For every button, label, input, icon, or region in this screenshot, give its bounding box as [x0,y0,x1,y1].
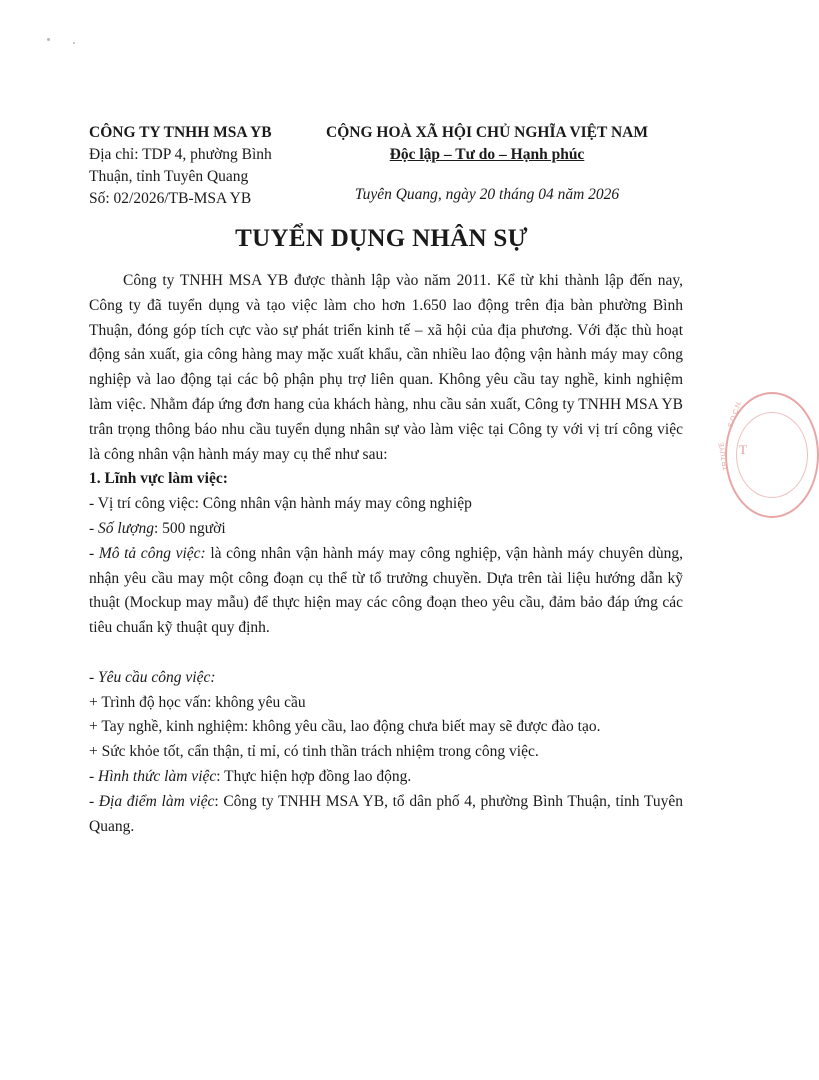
description-line [89,542,683,641]
header-right [300,122,674,206]
work-form-prefix: - [89,767,99,785]
quantity-text: : 500 người [153,519,226,537]
seal-stamp-letter: T [739,442,747,457]
spacer [89,641,683,666]
location-line [89,790,683,840]
nation-name: CỘNG HOÀ XÃ HỘI CHỦ NGHĨA VIỆT NAM [326,124,648,141]
address-line-1: Địa chỉ: TDP 4, phường Bình [89,146,272,163]
document-date: Tuyên Quang, ngày 20 tháng 04 năm 2026 [354,186,620,203]
address-line-2: Thuận, tỉnh Tuyên Quang [89,168,249,185]
position-text: Công nhân vận hành máy may công nghiệp [202,495,472,513]
requirements-label-text: - Yêu cầu công việc: [89,668,216,686]
description-prefix: - [89,544,99,562]
position-prefix: - Vị trí công việc: [89,495,203,513]
document-body [89,269,683,839]
seal-stamp-glyphs [718,392,763,514]
location-label: Địa điểm làm việc [98,792,215,810]
svg-text:TP.TUYE: TP.TUYE [718,441,730,471]
work-form-label: Hình thức làm việc [98,767,217,785]
motto: Độc lập – Tư do – Hạnh phúc [389,146,585,163]
scan-speck [47,38,50,41]
work-form-line [89,765,683,790]
requirements-label [89,666,683,691]
requirement-education: + Trình độ học vấn: không yêu cầu [89,693,306,711]
scan-speck [73,42,75,44]
description-text: là công nhân vận hành máy may công nghiệp, vận hành máy chuyên dùng, nhận yêu cầu may một công đoạn cụ thể từ tổ trưởng chuyền. Dựa trên tài liệu hướng dẫn kỹ thuật (Mockup may mẫu) để thực hiện may các công đoạn theo yêu cầu, đảm bảo đáp ứng các tiêu chuẩn kỹ thuật quy định. [89,544,683,637]
company-name: CÔNG TY TNHH MSA YB [89,124,272,141]
quantity-line [89,517,683,542]
quantity-prefix: - [89,519,99,537]
requirement-health: + Sức khỏe tốt, cẩn thận, tỉ mỉ, có tinh thần trách nhiệm trong công việc. [89,743,539,761]
document-number: Số: 02/2026/TB-MSA YB [89,190,252,207]
svg-text:S.O.C.N.: S.O.C.N. [727,399,744,429]
work-form-text: : Thực hiện hợp đồng lao động. [216,767,412,785]
requirement-experience: + Tay nghề, kinh nghiệm: không yêu cầu, lao động chưa biết may sẽ được đào tạo. [89,718,601,736]
position-line [89,492,683,517]
intro-paragraph: Công ty TNHH MSA YB được thành lập vào năm 2011. Kể từ khi thành lập đến nay, Công ty đã tuyển dụng và tạo việc làm cho hơn 1.650 lao động trên địa bàn phường Bình Thuận, đóng góp tích cực vào sự phát triển kinh tế – xã hội của địa phương. Với đặc thù hoạt động sản xuất, gia công hàng may mặc xuất khẩu, cần nhiều lao động vận hành máy may công nghiệp và lao động tại các bộ phận phụ trợ liên quan. Không yêu cầu tay nghề, kinh nghiệm làm việc. Nhằm đáp ứng đơn hang của khách hàng, nhu cầu sản xuất, Công ty TNHH MSA YB trân trọng thông báo nhu cầu tuyển dụng nhân sự vào làm việc tại Công ty với vị trí công việc là công nhân vận hành máy may cụ thể như sau: [89,272,683,463]
document-title: TUYỂN DỤNG NHÂN SỰ [235,225,528,252]
section-1-heading: 1. Lĩnh vực làm việc: [89,470,228,488]
quantity-label: Số lượng [98,519,154,537]
location-prefix: - [89,792,99,810]
location-text: : Công ty TNHH MSA YB, tổ dân phố 4, phường Bình Thuận, tỉnh Tuyên Quang. [89,792,683,835]
description-label: Mô tả công việc: [98,544,206,562]
header-left [89,122,329,210]
